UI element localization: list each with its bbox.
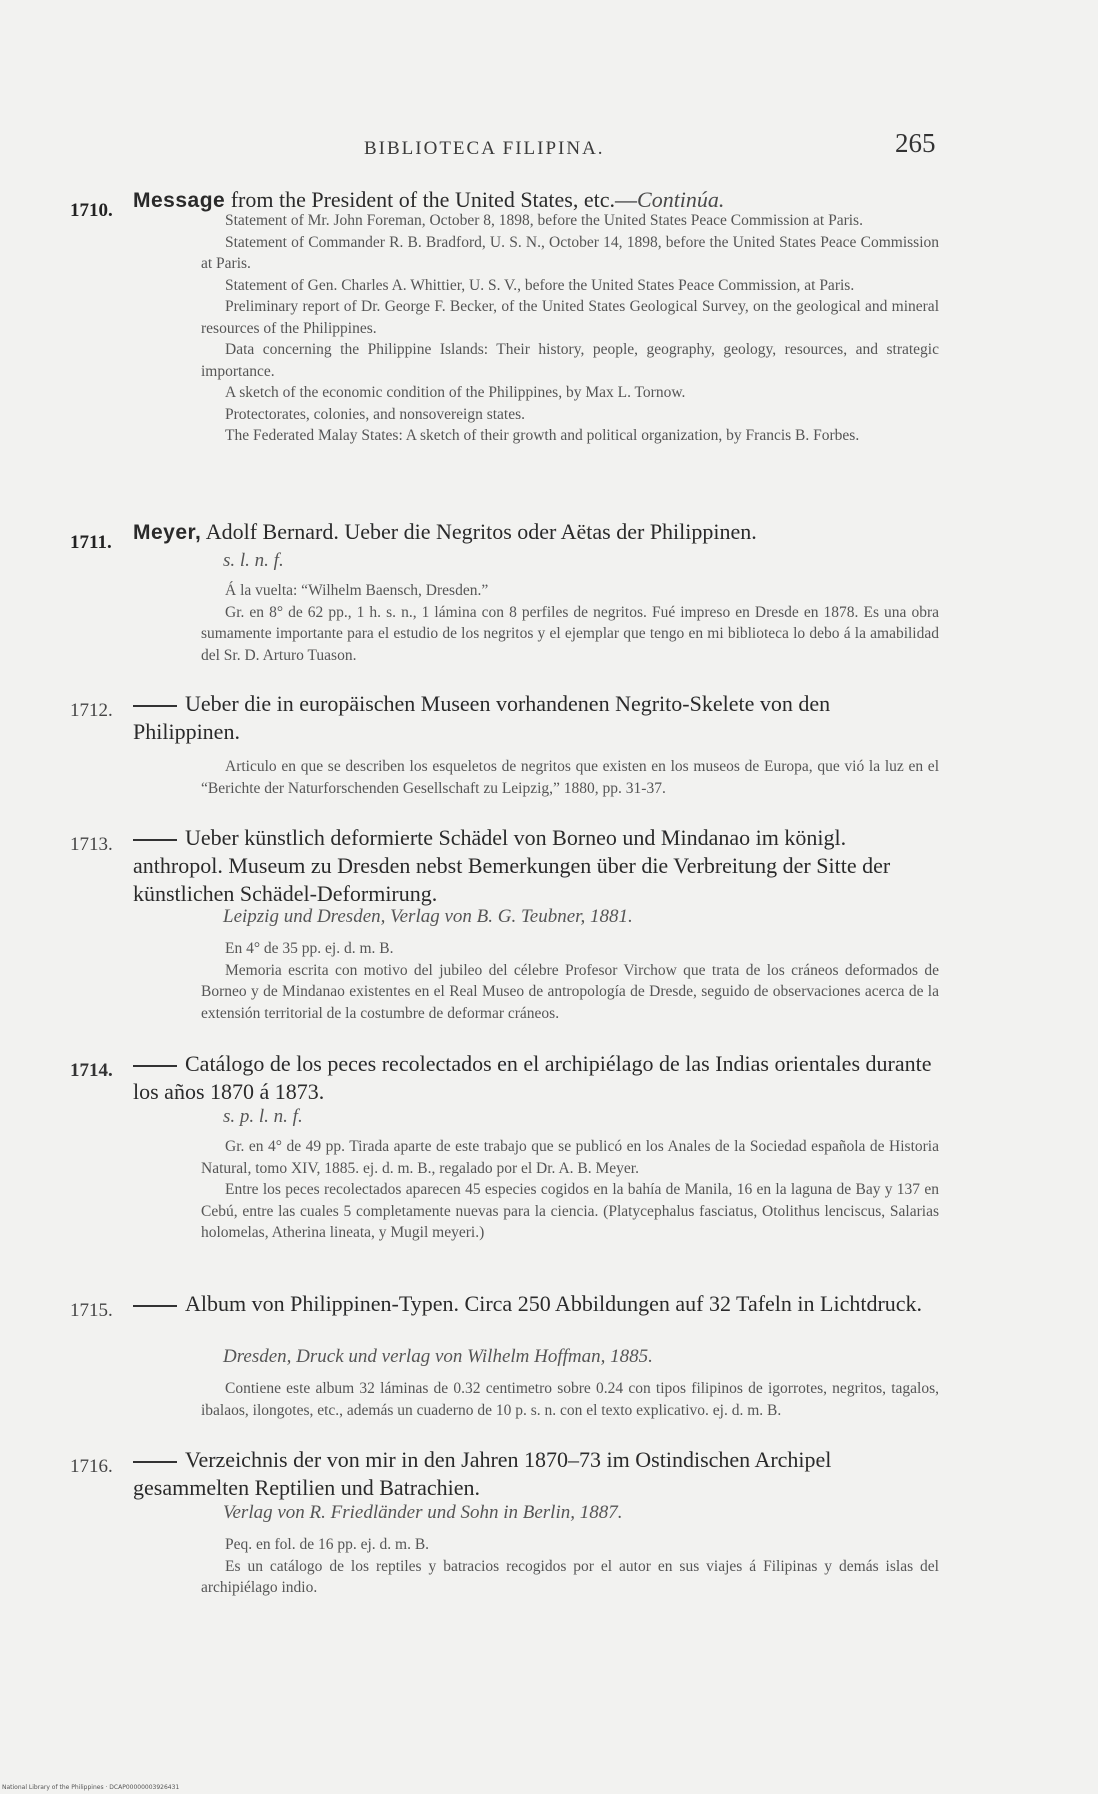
ditto-dash xyxy=(133,705,177,707)
ditto-dash xyxy=(133,1461,177,1463)
ditto-dash xyxy=(133,1305,177,1307)
note-paragraph: Es un catálogo de los reptiles y batracios recogidos por el autor en sus viajes á Filipinas y demás islas del archipiélago indio. xyxy=(201,1557,939,1596)
entry-number: 1714. xyxy=(70,1060,113,1081)
entry-imprint: Verlag von R. Friedländer und Sohn in Berlin, 1887. xyxy=(223,1502,623,1523)
entry-title xyxy=(133,1446,938,1502)
scan-footer-label: National Library of the Philippines · DCAP00000003926431 xyxy=(2,1784,180,1791)
entry-title-text: Ueber künstlich deformierte Schädel von Borneo und Mindanao im königl. anthropol. Museum zu Dresden nebst Bemerkungen über die Verbreitung der Sitte der künstlichen Schädel-Deformirung. xyxy=(133,825,891,906)
note-paragraph: Statement of Gen. Charles A. Whittier, U. S. V., before the United States Peace Commission, at Paris. xyxy=(225,276,855,294)
entry-imprint: Leipzig und Dresden, Verlag von B. G. Teubner, 1881. xyxy=(223,906,633,927)
entry-title-text: from the President of the United States, etc.— xyxy=(230,187,638,212)
entry-title-text: Verzeichnis der von mir in den Jahren 1870–73 im Ostindischen Archipel gesammelten Reptilien und Batrachien. xyxy=(133,1447,832,1500)
entry-notes xyxy=(201,938,939,1024)
note-paragraph: Articulo en que se describen los esqueletos de negritos que existen en los museos de Europa, que vió la luz en el “Berichte der Naturforschenden Gesellschaft zu Leipzig,” 1880, pp. 31-37. xyxy=(201,758,939,797)
page-number: 265 xyxy=(895,128,936,158)
note-paragraph: Preliminary report of Dr. George F. Becker, of the United States Geological Survey, on the geological and mineral resources of the Philippines. xyxy=(201,298,939,337)
note-paragraph: Protectorates, colonies, and nonsovereign states. xyxy=(225,405,526,423)
note-paragraph: Data concerning the Philippine Islands: Their history, people, geography, geology, resources, and strategic importance. xyxy=(201,341,939,380)
entry-title-text: Album von Philippinen-Typen. Circa 250 Abbildungen auf 32 Tafeln in Lichtdruck. xyxy=(185,1291,923,1316)
entry-title xyxy=(133,518,938,547)
note-paragraph: Gr. en 4° de 49 pp. Tirada aparte de este trabajo que se publicó en los Anales de la Sociedad española de Historia Natural, tomo XIV, 1885. ej. d. m. B., regalado por el Dr. A. B. Meyer. xyxy=(201,1138,939,1177)
entry-title xyxy=(133,690,938,746)
entry-notes xyxy=(201,756,939,799)
ditto-dash xyxy=(133,1065,177,1067)
entry-number: 1711. xyxy=(70,532,112,553)
page-header xyxy=(0,128,1098,168)
entry-number: 1713. xyxy=(70,834,113,855)
entry-imprint: s. l. n. f. xyxy=(223,550,284,571)
note-paragraph: The Federated Malay States: A sketch of their growth and political organization, by Francis B. Forbes. xyxy=(225,427,860,444)
entry-title-text: Adolf Bernard. Ueber die Negritos oder Aëtas der Philippinen. xyxy=(205,519,757,544)
entry-number: 1715. xyxy=(70,1300,113,1321)
entry-title xyxy=(133,824,938,908)
entry-notes xyxy=(201,210,939,447)
entry-author: Meyer, xyxy=(133,521,202,544)
note-paragraph: Gr. en 8° de 62 pp., 1 h. s. n., 1 lámina con 8 perfiles de negritos. Fué impreso en Dresde en 1878. Es una obra sumamente importante para el estudio de los negritos y el ejemplar que tengo en mi biblioteca lo debo á la amabilidad del Sr. D. Arturo Tuason. xyxy=(201,603,939,664)
note-paragraph: Contiene este album 32 láminas de 0.32 centimetro sobre 0.24 con tipos filipinos de igorrotes, negritos, tagalos, ibalaos, ilongotes, etc., además un cuaderno de 10 p. s. n. con el texto explicativo. ej. d. m. B. xyxy=(201,1380,939,1419)
note-paragraph: Á la vuelta: “Wilhelm Baensch, Dresden.” xyxy=(225,582,489,599)
entry-number: 1712. xyxy=(70,700,113,721)
note-paragraph: Statement of Commander R. B. Bradford, U. S. N., October 14, 1898, before the United States Peace Commission at Paris. xyxy=(201,233,939,272)
entry-title-italic: Continúa. xyxy=(637,187,725,212)
note-paragraph: En 4° de 35 pp. ej. d. m. B. xyxy=(225,940,394,957)
note-paragraph: Peq. en fol. de 16 pp. ej. d. m. B. xyxy=(225,1536,430,1553)
entry-notes xyxy=(201,1136,939,1244)
entry-imprint: s. p. l. n. f. xyxy=(223,1106,303,1127)
note-paragraph: A sketch of the economic condition of the Philippines, by Max L. Tornow. xyxy=(225,384,686,401)
entry-notes xyxy=(201,1534,939,1599)
entry-title-text: Catálogo de los peces recolectados en el archipiélago de las Indias orientales durante los años 1870 á 1873. xyxy=(133,1051,932,1104)
entry-title xyxy=(133,1290,938,1318)
running-title: BIBLIOTECA FILIPINA. xyxy=(364,138,605,159)
entry-title xyxy=(133,1050,938,1106)
entry-imprint: Dresden, Druck und verlag von Wilhelm Hoffman, 1885. xyxy=(223,1346,653,1367)
note-paragraph: Entre los peces recolectados aparecen 45 especies cogidos en la bahía de Manila, 16 en la laguna de Bay y 137 en Cebú, entre las cuales 5 completamente nuevas para la ciencia. (Platycephalus fasciatus, Otolithus lenciscus, Salarias holomelas, Atherina lineata, y Mugil meyeri.) xyxy=(201,1181,939,1241)
entry-notes xyxy=(201,580,939,666)
entry-notes xyxy=(201,1378,939,1421)
entry-title-text: Ueber die in europäischen Museen vorhandenen Negrito-Skelete von den Philippinen. xyxy=(133,691,831,744)
note-paragraph: Memoria escrita con motivo del jubileo del célebre Profesor Virchow que trata de los cráneos deformados de Borneo y de Mindanao existentes en el Real Museo de antropología de Dresde, seguido de observaciones acerca de la extensión territorial de la costumbre de deformar cráneos. xyxy=(201,961,939,1022)
entry-number: 1710. xyxy=(70,200,113,221)
entry-number: 1716. xyxy=(70,1456,113,1477)
note-paragraph: Statement of Mr. John Foreman, October 8, 1898, before the United States Peace Commission at Paris. xyxy=(225,212,863,229)
entry-author: Message xyxy=(133,189,226,212)
ditto-dash xyxy=(133,839,177,841)
